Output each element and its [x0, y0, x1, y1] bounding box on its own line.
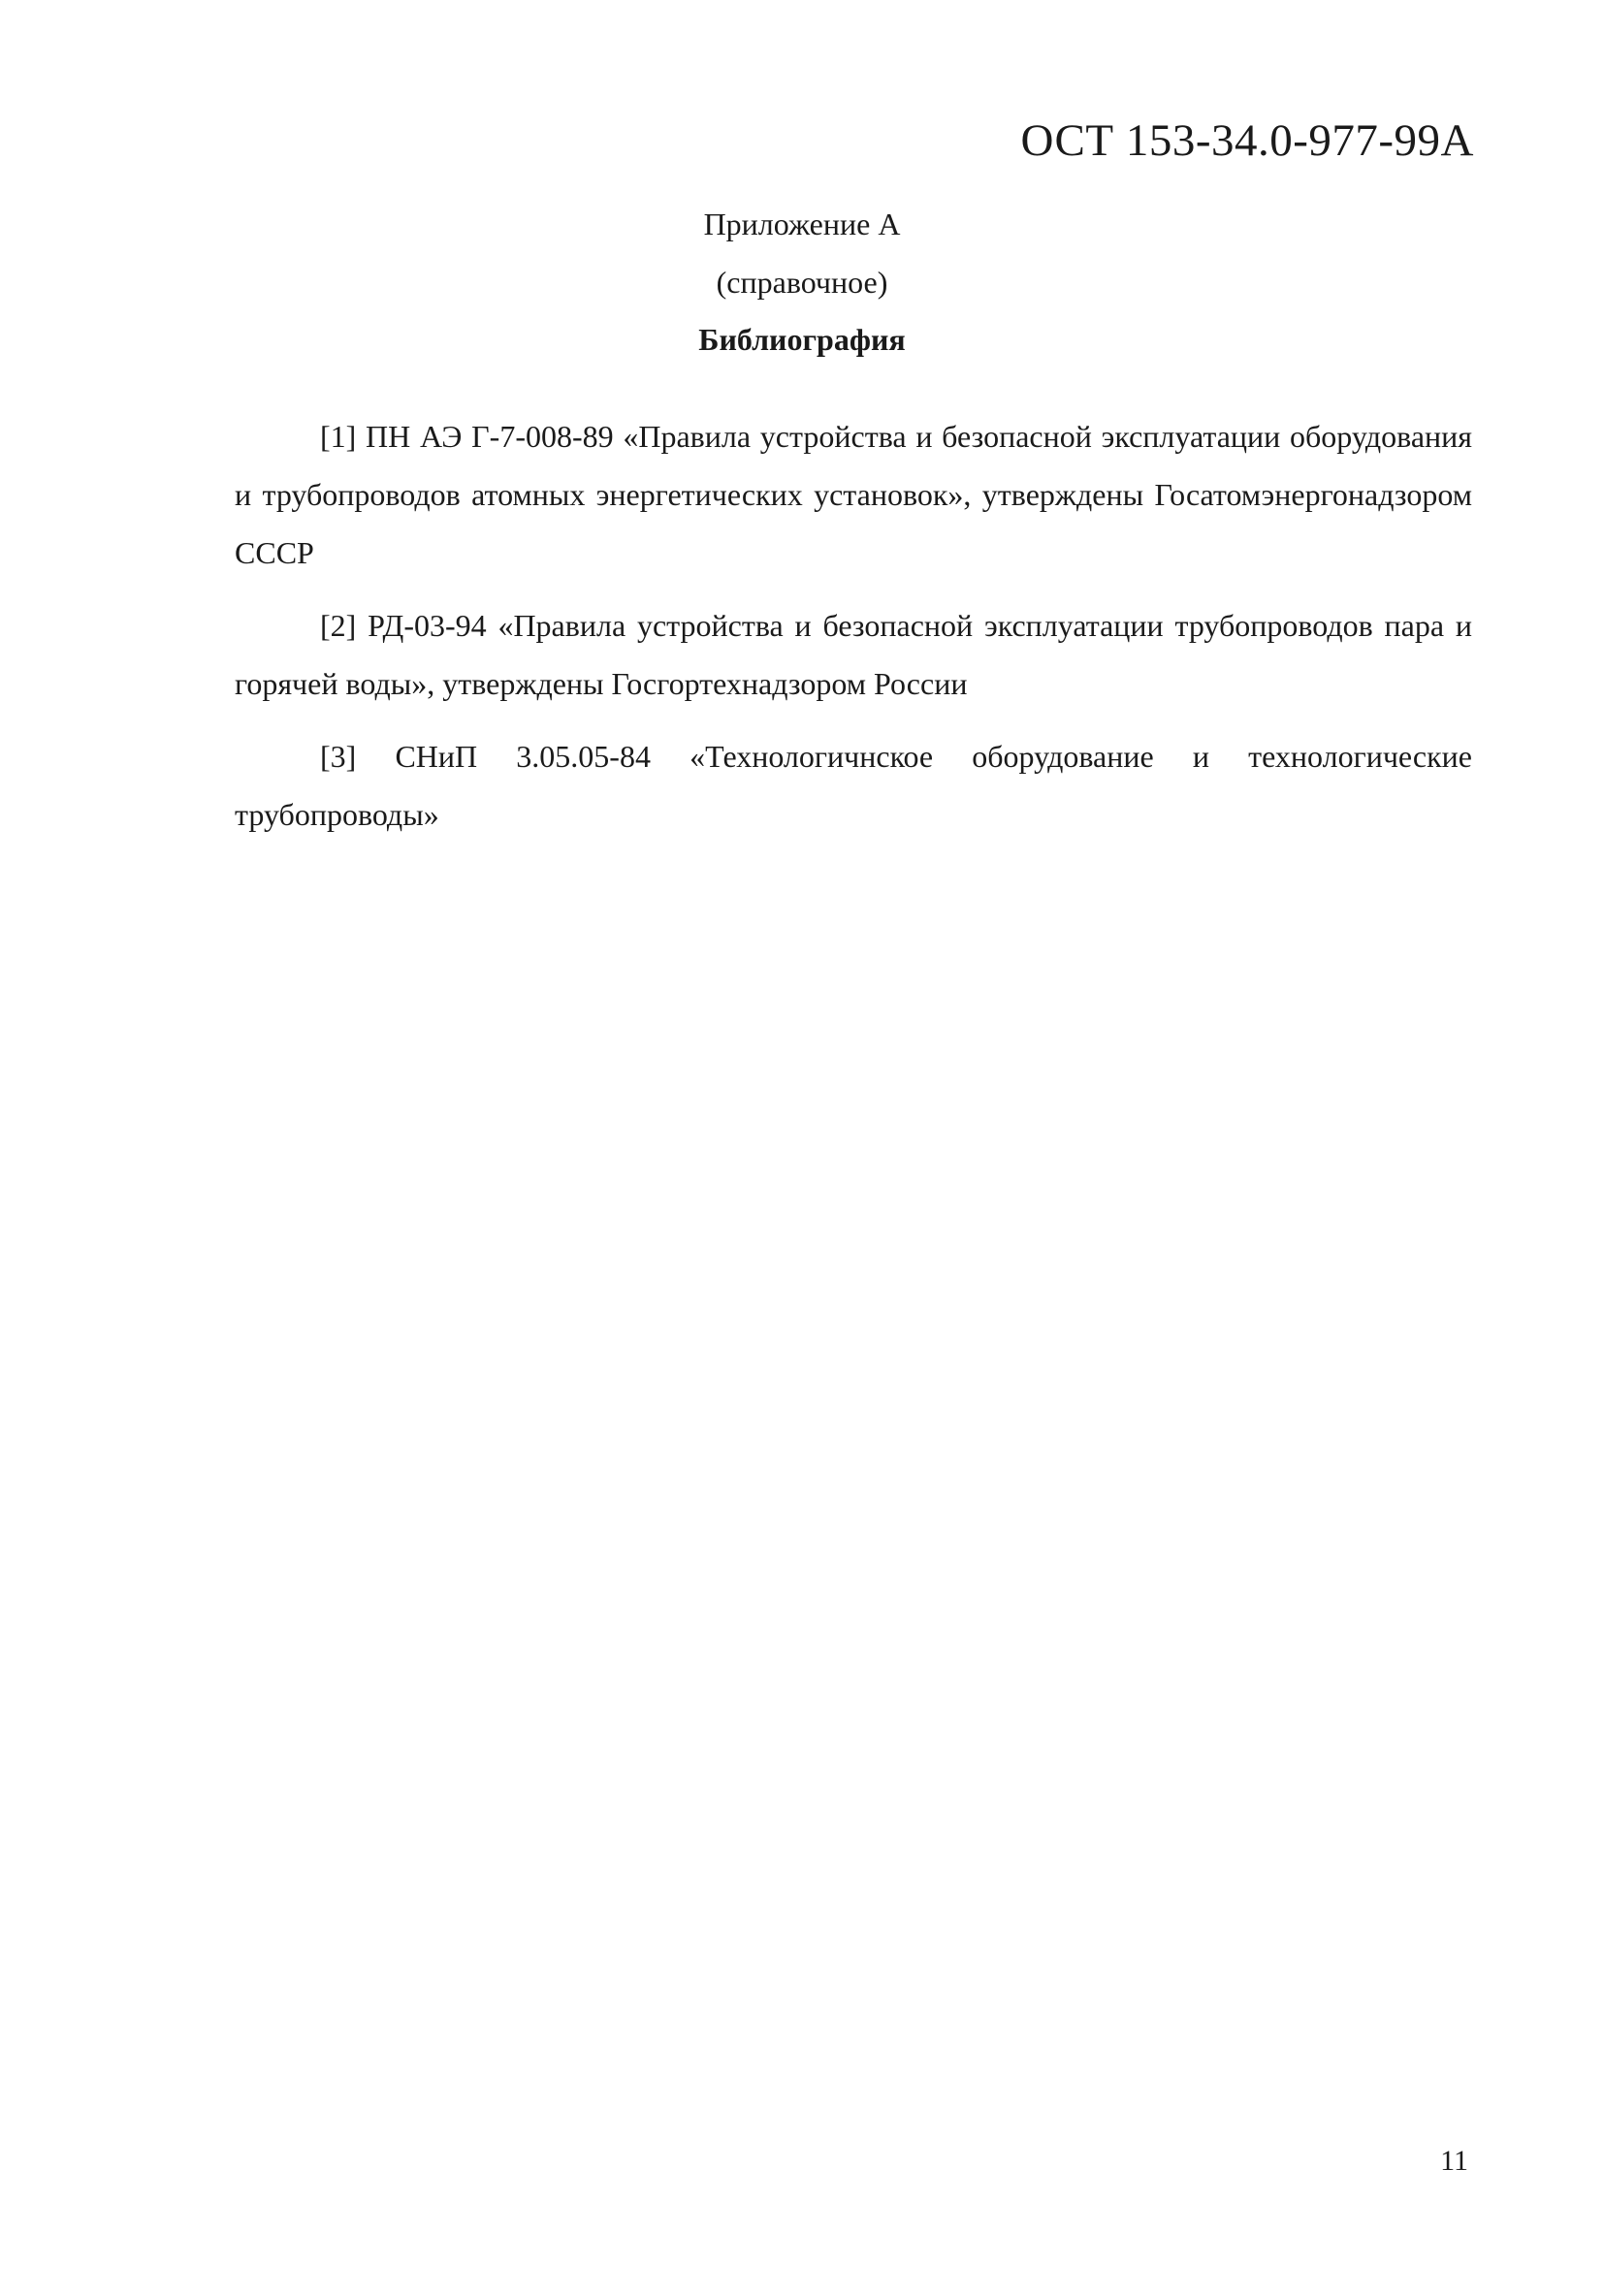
bibliography-list	[235, 407, 1472, 858]
document-code: ОСТ 153-34.0-977-99А	[1020, 115, 1474, 166]
bibliography-item: [2] РД-03-94 «Правила устройства и безопасной эксплуатации трубопроводов пара и горячей воды», утверждены Госгортехнадзором России	[235, 608, 1472, 701]
page-number: 11	[1440, 2145, 1468, 2177]
appendix-title: Приложение А	[703, 207, 901, 241]
appendix-type: (справочное)	[716, 265, 888, 300]
bibliography-item: [3] СНиП 3.05.05-84 «Технологичнское оборудование и технологические трубопроводы»	[235, 739, 1472, 832]
bibliography-item: [1] ПН АЭ Г-7-008-89 «Правила устройства и безопасной эксплуатации оборудования и трубопроводов атомных энергетических установок», утверждены Госатомэнергонадзором СССР	[235, 419, 1472, 570]
bibliography-heading: Библиография	[698, 322, 906, 357]
